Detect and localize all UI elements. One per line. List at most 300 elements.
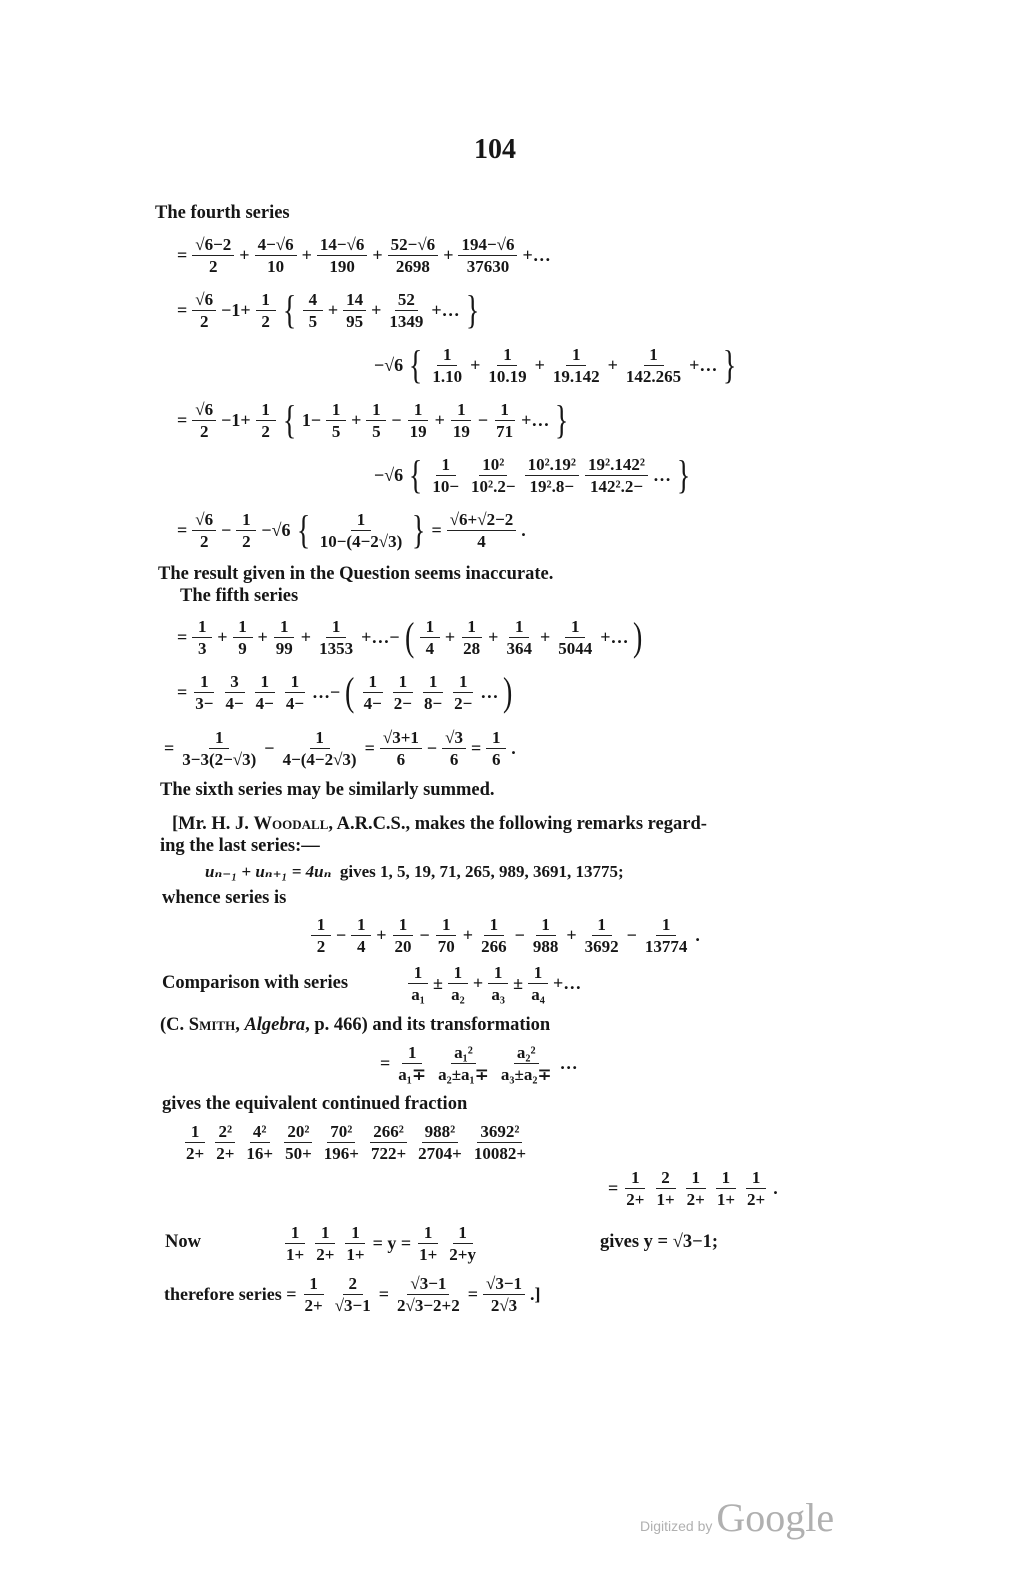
numerator: 1 <box>408 400 428 421</box>
math-term: + <box>371 299 382 320</box>
denominator: 10.19 <box>488 366 527 386</box>
numerator: 2 <box>343 1274 363 1295</box>
numerator: 10² <box>479 455 507 476</box>
numerator: 1 <box>315 1223 335 1244</box>
denominator: 37630 <box>466 256 510 276</box>
math-term: = <box>164 737 175 758</box>
denominator: 3 <box>198 638 207 658</box>
fraction <box>280 728 360 769</box>
fraction <box>394 1274 463 1315</box>
denominator: 2 <box>316 936 326 956</box>
denominator: 4− <box>285 693 305 713</box>
denominator: 95 <box>346 311 364 331</box>
denominator: 2+ <box>216 1143 235 1163</box>
denominator: 10− <box>432 476 460 496</box>
fraction <box>366 400 386 441</box>
fraction <box>233 617 253 658</box>
math-term: = <box>378 1283 390 1304</box>
numerator: 1 <box>451 400 471 421</box>
denominator: 364 <box>506 638 532 658</box>
equation-9 <box>162 726 518 770</box>
bracket: ) <box>503 669 513 714</box>
denominator: 10 <box>267 256 285 276</box>
fraction <box>243 1122 276 1163</box>
numerator: 1 <box>453 1223 473 1244</box>
fraction <box>236 510 256 551</box>
fraction <box>317 235 368 276</box>
fraction <box>585 455 648 496</box>
recurrence-formula: uₙ₋₁ + uₙ₊₁ = 4uₙ <box>205 862 332 881</box>
fraction <box>446 1223 479 1264</box>
denominator: 1+ <box>419 1244 438 1264</box>
fraction <box>582 915 622 956</box>
numerator: 1 <box>746 1168 766 1189</box>
bracket: } <box>676 452 691 497</box>
now-label: Now <box>165 1232 201 1252</box>
math-term: +… <box>431 299 460 320</box>
numerator: 1 <box>209 728 229 749</box>
remark-line-1 <box>172 813 707 835</box>
fraction <box>555 617 595 658</box>
denominator: 13774 <box>644 936 688 956</box>
math-term: − <box>626 924 637 945</box>
math-term: . <box>521 519 526 540</box>
math-term: = <box>177 409 188 430</box>
math-term: + <box>351 409 362 430</box>
denominator: 20 <box>394 936 412 956</box>
denominator: 196+ <box>323 1143 359 1163</box>
denominator: 1.10 <box>432 366 463 386</box>
numerator: 1 <box>495 400 515 421</box>
math-term: + <box>372 244 383 265</box>
denominator: 4 <box>357 936 366 956</box>
numerator: 19².142² <box>585 455 648 476</box>
fraction <box>451 672 475 713</box>
math-term: = <box>431 519 442 540</box>
denominator: 50+ <box>285 1143 312 1163</box>
denominator: 10−(4−2√3) <box>319 531 403 551</box>
numerator: 3692² <box>477 1122 522 1143</box>
equation-12 <box>180 1120 532 1164</box>
math-term: …− <box>312 681 341 702</box>
denominator: 2+ <box>186 1143 205 1163</box>
denominator: 19².8− <box>529 476 575 496</box>
recurrence-values: gives 1, 5, 19, 71, 265, 989, 3691, 13775; <box>339 862 624 881</box>
math-term: +… <box>553 972 582 993</box>
fraction <box>395 1043 429 1084</box>
denominator: 1353 <box>319 638 354 658</box>
math-term: + <box>443 244 454 265</box>
equation-2 <box>175 288 483 332</box>
fraction <box>192 510 216 551</box>
numerator: 1 <box>236 510 256 531</box>
numerator: 1 <box>326 400 346 421</box>
fraction <box>386 290 426 331</box>
math-term: + <box>239 244 250 265</box>
math-term: −1+ <box>221 299 251 320</box>
fraction <box>273 617 296 658</box>
math-term: + <box>566 924 577 945</box>
numerator: 1 <box>351 510 371 531</box>
numerator: 1 <box>255 672 275 693</box>
math-term: + <box>376 924 387 945</box>
equation-1 <box>175 233 553 277</box>
denominator: 2− <box>454 693 473 713</box>
denominator: 1349 <box>389 311 424 331</box>
numerator: 1 <box>326 617 346 638</box>
smith-reference <box>160 1014 550 1036</box>
numerator: 14 <box>343 290 366 311</box>
bracket: } <box>723 342 737 387</box>
numerator: √3+1 <box>380 728 422 749</box>
google-logo: Google <box>716 1495 835 1540</box>
math-term: . <box>773 1177 778 1198</box>
fraction <box>183 1122 207 1163</box>
fraction <box>343 1223 367 1264</box>
denominator: 2 <box>261 421 270 441</box>
denominator: 2+ <box>686 1189 705 1209</box>
numerator: √6 <box>192 290 216 311</box>
numerator: 194−√6 <box>458 235 517 256</box>
numerator: 2² <box>215 1122 235 1143</box>
math-term: + <box>257 626 268 647</box>
fraction <box>623 1168 647 1209</box>
fraction <box>429 345 465 386</box>
bracket: { <box>296 507 310 552</box>
bracket: { <box>282 397 296 442</box>
ref-text: , p. 466) and its transformation <box>305 1015 551 1035</box>
denominator: a₂±a₁∓ <box>438 1064 489 1084</box>
math-term: = <box>467 1283 478 1304</box>
fraction <box>302 1274 326 1315</box>
denominator: 988 <box>532 936 559 956</box>
fraction <box>380 728 422 769</box>
numerator: 1 <box>436 915 456 936</box>
heading-fifth-series: The fifth series <box>180 586 299 606</box>
bracket: } <box>412 507 426 552</box>
remark-text: [Mr. H. J. <box>172 814 254 834</box>
fraction <box>528 963 548 1004</box>
fraction <box>256 400 276 441</box>
denominator: 2 <box>199 531 209 551</box>
denominator: 3692 <box>584 936 619 956</box>
math-term: = <box>177 626 188 647</box>
numerator: 1 <box>310 728 330 749</box>
equation-13 <box>606 1166 780 1210</box>
denominator: 1+ <box>346 1244 365 1264</box>
numerator: √6 <box>192 510 216 531</box>
numerator: √3−1 <box>483 1274 525 1295</box>
numerator: 1 <box>366 400 386 421</box>
numerator: √6−2 <box>192 235 234 256</box>
math-term: = y = <box>372 1232 412 1253</box>
fraction <box>416 1223 440 1264</box>
fraction <box>222 672 246 713</box>
fraction <box>316 617 356 658</box>
denominator: 3−3(2−√3) <box>182 749 257 769</box>
fraction <box>255 235 297 276</box>
math-term: + <box>607 354 618 375</box>
math-term: = <box>177 519 188 540</box>
fraction <box>192 400 216 441</box>
numerator: 4−√6 <box>255 235 297 256</box>
numerator: 4² <box>250 1122 270 1143</box>
denominator: 142.265 <box>625 366 682 386</box>
math-term: . <box>695 924 700 945</box>
denominator: 2698 <box>395 256 430 276</box>
numerator: 52 <box>395 290 418 311</box>
fraction <box>408 963 428 1004</box>
numerator: 1 <box>345 1223 365 1244</box>
numerator: 1 <box>592 915 612 936</box>
fraction <box>283 672 307 713</box>
fraction <box>317 510 406 551</box>
math-term: … <box>480 681 499 702</box>
fraction <box>420 617 440 658</box>
numerator: 1 <box>453 672 473 693</box>
denominator: 2704+ <box>418 1143 462 1163</box>
denominator: 99 <box>275 638 293 658</box>
comparison-text: Comparison with series <box>162 973 349 993</box>
fraction <box>361 672 385 713</box>
equation-11 <box>378 1041 580 1085</box>
denominator: 16+ <box>246 1143 274 1163</box>
fraction <box>458 235 517 276</box>
google-watermark <box>640 1494 834 1541</box>
fraction <box>311 915 331 956</box>
math-term: 1− <box>301 409 322 430</box>
watermark-prefix: Digitized by <box>640 1518 713 1534</box>
bracket: { <box>282 287 296 332</box>
equation-6 <box>175 508 528 552</box>
math-term: + <box>434 409 445 430</box>
numerator: 1 <box>418 1223 438 1244</box>
result-inaccurate-text: The result given in the Question seems inaccurate. <box>158 564 554 584</box>
author-name: Woodall <box>253 814 329 834</box>
numerator: 1 <box>484 915 504 936</box>
denominator: 190 <box>329 256 355 276</box>
numerator: 1 <box>192 617 212 638</box>
fraction <box>303 290 323 331</box>
math-term: = <box>177 299 188 320</box>
recurrence-line <box>205 861 624 883</box>
denominator: 1+ <box>656 1189 675 1209</box>
numerator: 2 <box>656 1168 676 1189</box>
denominator: 1+ <box>716 1189 736 1209</box>
remark-line-2: ing the last series:— <box>160 836 320 856</box>
numerator: 1 <box>402 1043 422 1064</box>
math-term: . <box>511 737 516 758</box>
fraction <box>429 455 462 496</box>
numerator: 1 <box>488 963 508 984</box>
fraction <box>503 617 535 658</box>
numerator: √6 <box>192 400 216 421</box>
fraction <box>326 400 346 441</box>
math-term: +… <box>521 409 550 430</box>
denominator: 5 <box>372 421 381 441</box>
fraction <box>684 1168 708 1209</box>
math-term: − <box>477 409 489 430</box>
fraction <box>407 400 430 441</box>
equation-8 <box>175 670 516 714</box>
numerator: 1 <box>351 915 371 936</box>
numerator: 1 <box>233 617 253 638</box>
numerator: 1 <box>194 672 214 693</box>
numerator: 1 <box>625 1168 645 1189</box>
denominator: 2 <box>242 531 251 551</box>
numerator: 1 <box>285 672 305 693</box>
numerator: 1 <box>304 1274 324 1295</box>
numerator: 1 <box>423 672 443 693</box>
denominator: a₂ <box>451 984 465 1004</box>
math-term: .] <box>530 1283 541 1304</box>
denominator: 1+ <box>286 1244 305 1264</box>
denominator: 4 <box>425 638 435 658</box>
math-term: −√6 <box>374 354 404 375</box>
fraction <box>321 1122 362 1163</box>
denominator: a₁∓ <box>398 1064 427 1084</box>
fraction <box>460 617 483 658</box>
fraction <box>332 1274 374 1315</box>
numerator: 1 <box>566 345 586 366</box>
math-term: − <box>336 924 347 945</box>
equation-final <box>162 1272 543 1316</box>
math-term: − <box>426 737 438 758</box>
numerator: 1 <box>509 617 529 638</box>
numerator: 1 <box>311 915 331 936</box>
math-term: + <box>534 354 545 375</box>
fraction <box>468 455 519 496</box>
math-term: − <box>221 519 232 540</box>
denominator: 71 <box>496 421 514 441</box>
numerator: 1 <box>420 617 440 638</box>
math-term: = <box>177 681 188 702</box>
numerator: 988² <box>422 1122 459 1143</box>
book-title: Algebra <box>244 1015 306 1035</box>
equation-3 <box>372 343 741 387</box>
math-term: ± <box>513 972 524 993</box>
math-term: ± <box>433 972 443 993</box>
numerator: 1 <box>716 1168 736 1189</box>
denominator: a₁ <box>411 984 425 1004</box>
numerator: 3 <box>225 672 245 693</box>
numerator: a₁² <box>451 1043 476 1064</box>
denominator: 2+ <box>304 1295 323 1315</box>
fraction <box>488 963 508 1004</box>
numerator: 70² <box>327 1122 355 1143</box>
author-name: Smith <box>188 1015 236 1035</box>
denominator: 8− <box>423 693 443 713</box>
fraction <box>442 728 466 769</box>
denominator: 2+ <box>316 1244 335 1264</box>
denominator: 5 <box>308 311 318 331</box>
denominator: 70 <box>437 936 455 956</box>
fraction <box>493 400 516 441</box>
denominator: 4 <box>477 531 486 551</box>
denominator: 4− <box>225 693 244 713</box>
numerator: 1 <box>436 455 456 476</box>
math-term: + <box>462 924 474 945</box>
numerator: 1 <box>448 963 468 984</box>
math-term: +… <box>600 626 629 647</box>
math-term: +… <box>522 244 551 265</box>
numerator: 1 <box>185 1122 205 1143</box>
fraction <box>623 345 684 386</box>
math-term: − <box>391 409 402 430</box>
denominator: √3−1 <box>334 1295 371 1315</box>
fraction <box>368 1122 409 1163</box>
math-term: = <box>608 1177 619 1198</box>
equation-4 <box>175 398 573 442</box>
fraction <box>435 1043 492 1084</box>
denominator: 2√3−2+2 <box>397 1295 460 1315</box>
denominator: 4−(4−2√3) <box>282 749 357 769</box>
denominator: 2√3 <box>490 1295 518 1315</box>
numerator: √6+√2−2 <box>447 510 517 531</box>
fraction <box>282 1122 315 1163</box>
fraction <box>388 235 439 276</box>
comparison-series <box>405 961 583 1005</box>
bracket: } <box>555 397 569 442</box>
fraction <box>448 963 468 1004</box>
denominator: 4− <box>255 693 274 713</box>
fraction <box>450 400 473 441</box>
gives-y-text: gives y = √3−1; <box>600 1232 719 1252</box>
fraction <box>392 915 415 956</box>
bracket: ) <box>633 614 643 659</box>
numerator: 1 <box>656 915 676 936</box>
math-term: −1+ <box>221 409 251 430</box>
numerator: 1 <box>686 1168 706 1189</box>
math-term: … <box>559 1052 578 1073</box>
numerator: 1 <box>285 1223 305 1244</box>
math-term: = <box>380 1052 391 1073</box>
fraction <box>486 728 506 769</box>
fraction <box>192 672 216 713</box>
denominator: 9 <box>238 638 247 658</box>
math-term: +… <box>689 354 718 375</box>
denominator: 10082+ <box>473 1143 526 1163</box>
numerator: 1 <box>274 617 294 638</box>
fraction <box>192 235 234 276</box>
numerator: 14−√6 <box>317 235 368 256</box>
math-term: − <box>514 924 525 945</box>
denominator: 5 <box>331 421 341 441</box>
math-term: + <box>327 299 339 320</box>
denominator: 28 <box>463 638 481 658</box>
numerator: 52−√6 <box>388 235 439 256</box>
numerator: 1 <box>408 963 428 984</box>
heading-fourth-series: The fourth series <box>155 203 290 223</box>
numerator: 1 <box>393 915 413 936</box>
denominator: 2 <box>199 421 209 441</box>
equation-10 <box>308 913 702 957</box>
fraction <box>744 1168 768 1209</box>
denominator: 5044 <box>558 638 593 658</box>
ref-text: (C. <box>160 1015 189 1035</box>
numerator: 1 <box>256 290 276 311</box>
math-term: −√6 <box>261 519 291 540</box>
denominator: 19.142 <box>552 366 600 386</box>
denominator: a₄ <box>531 984 545 1004</box>
math-term: = <box>364 737 375 758</box>
remark-text: , A.R.C.S., makes the following remarks regard- <box>328 814 707 834</box>
math-term: therefore series = <box>164 1283 297 1304</box>
numerator: 1 <box>528 963 548 984</box>
numerator: 1 <box>462 617 482 638</box>
gives-cf-text: gives the equivalent continued fraction <box>162 1094 468 1114</box>
equation-now <box>280 1221 482 1265</box>
